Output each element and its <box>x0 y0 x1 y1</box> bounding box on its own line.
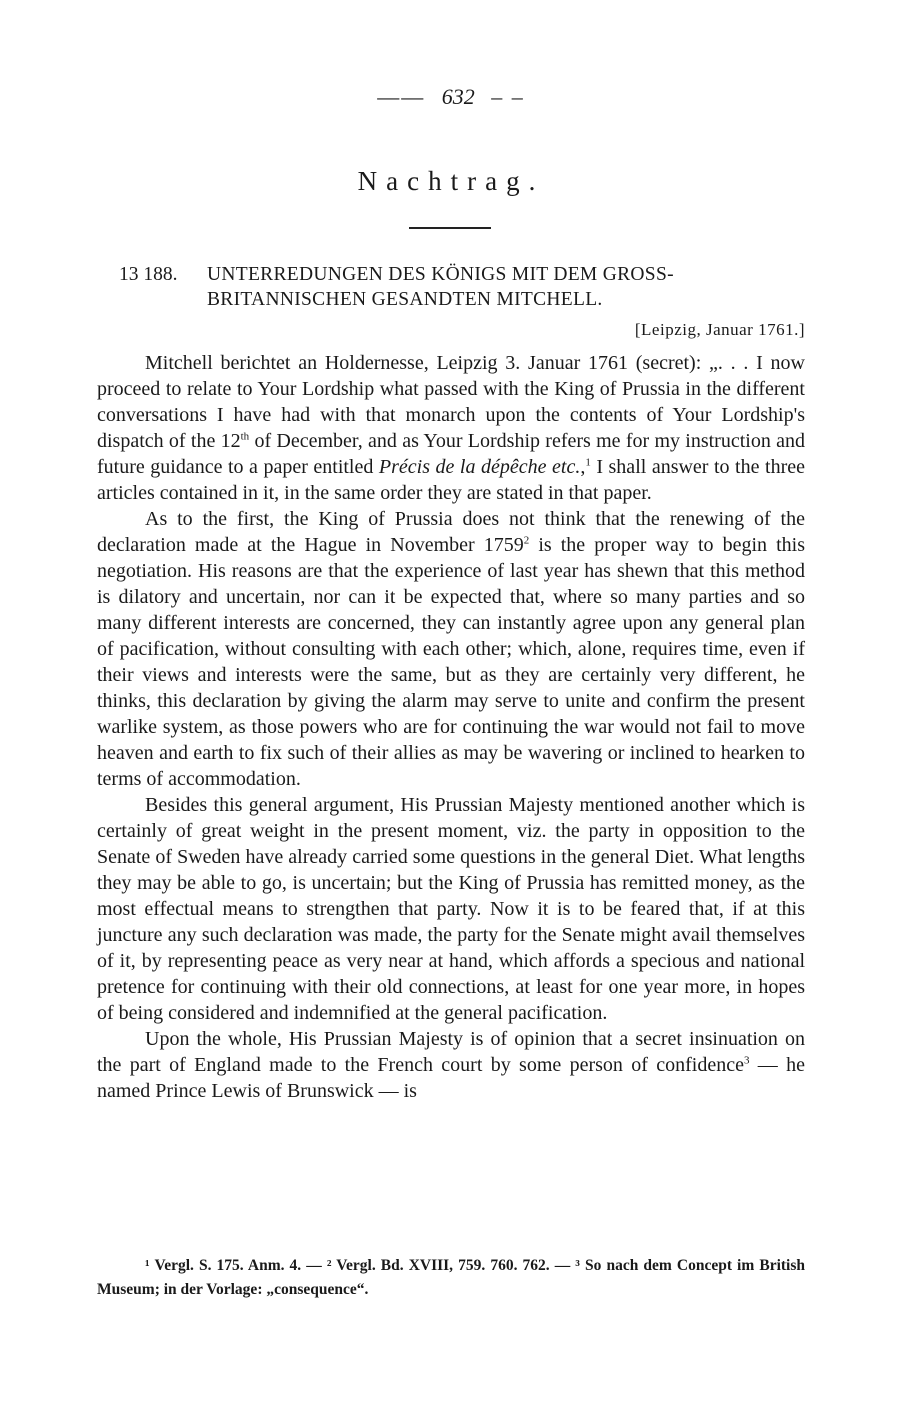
footnote-text: ¹ Vergl. S. 175. Anm. 4. — ² Vergl. Bd. XVIII, 759. 760. 762. — ³ So nach dem Concept im British Museum; in der Vorlage: „consequence“. <box>97 1257 805 1298</box>
header-dash-left: —— <box>377 84 426 109</box>
paragraph: Besides this general argument, His Prussian Majesty mentioned another which is certainly of great weight in the present moment, viz. the party in opposition to the Senate of Sweden have already carried some questions in the general Diet. What lengths they may be able to go, is uncertain; but the King of Prussia has remitted money, as the most effectual means to strengthen that party. Now it is to be feared that, if at this juncture any such declaration was made, the party for the Senate might avail themselves of it, by representing peace as very near at hand, which affords a specious and national pretence for continuing with their old connections, at least for one year more, in hopes of being considered and indemnified at the general pacification. <box>97 794 805 1024</box>
footnote-ref: 1 <box>585 456 591 469</box>
body-text <box>97 350 805 1104</box>
section-title-line2: BRITANNISCHEN GESANDTEN MITCHELL. <box>207 289 603 310</box>
italic-title: Précis de la dépêche etc. <box>378 456 581 478</box>
paragraph: Upon the whole, His Prussian Majesty is of opinion that a secret insinuation on the part of England made to the French court by some person of confidence$^3$ — he named Prince Lewis of Brunswick — is <box>97 1028 805 1102</box>
page-number: 632 <box>441 84 475 109</box>
title-rule <box>409 227 491 229</box>
footnote-ref: 2 <box>523 534 530 547</box>
header-dash-right: – – <box>491 84 525 109</box>
dateline: [Leipzig, Januar 1761.] <box>634 320 805 339</box>
section-title-line1: UNTERREDUNGEN DES KÖNIGS MIT DEM GROSS- <box>207 264 674 285</box>
section-title <box>207 262 807 312</box>
page-header <box>97 84 805 110</box>
footnote-ref: 3 <box>743 1054 750 1067</box>
section-number: 13 188. <box>119 264 178 285</box>
paragraph: As to the first, the King of Prussia does not think that the renewing of the declaration made at the Hague in November 1759$^2$ is the proper way to begin this negotiation. His reasons are that the experience of last year has shewn that this method is dilatory and uncertain, nor can it be expected that, where so many parties and so many different interests are concerned, they can instantly agree upon any general plan of pacification, without consulting with each other; which, alone, requires time, even if their views and interests were the same, but as they are certainly very different, he thinks, this declaration by giving the alarm may serve to unite and confirm the present warlike system, as those powers who are for continuing the war would not fail to move heaven and earth to fix such of their allies as may be wavering or inclined to hearken to terms of accommodation. <box>97 508 805 790</box>
footnotes <box>97 1254 805 1302</box>
paragraph: Mitchell berichtet an Holdernesse, Leipzig 3. Januar 1761 (secret): „. . . I now proceed to relate to Your Lordship what passed with the King of Prussia in the different conversations I have had with that monarch upon the contents of Your Lordship's dispatch of the 12th of December, and as Your Lordship refers me for my instruction and future guidance to a paper entitled Précis de la dépêche etc.,$^1$ I shall answer to the three articles contained in it, in the same order they are stated in that paper. <box>97 352 805 504</box>
page-title: Nachtrag. <box>357 166 545 196</box>
